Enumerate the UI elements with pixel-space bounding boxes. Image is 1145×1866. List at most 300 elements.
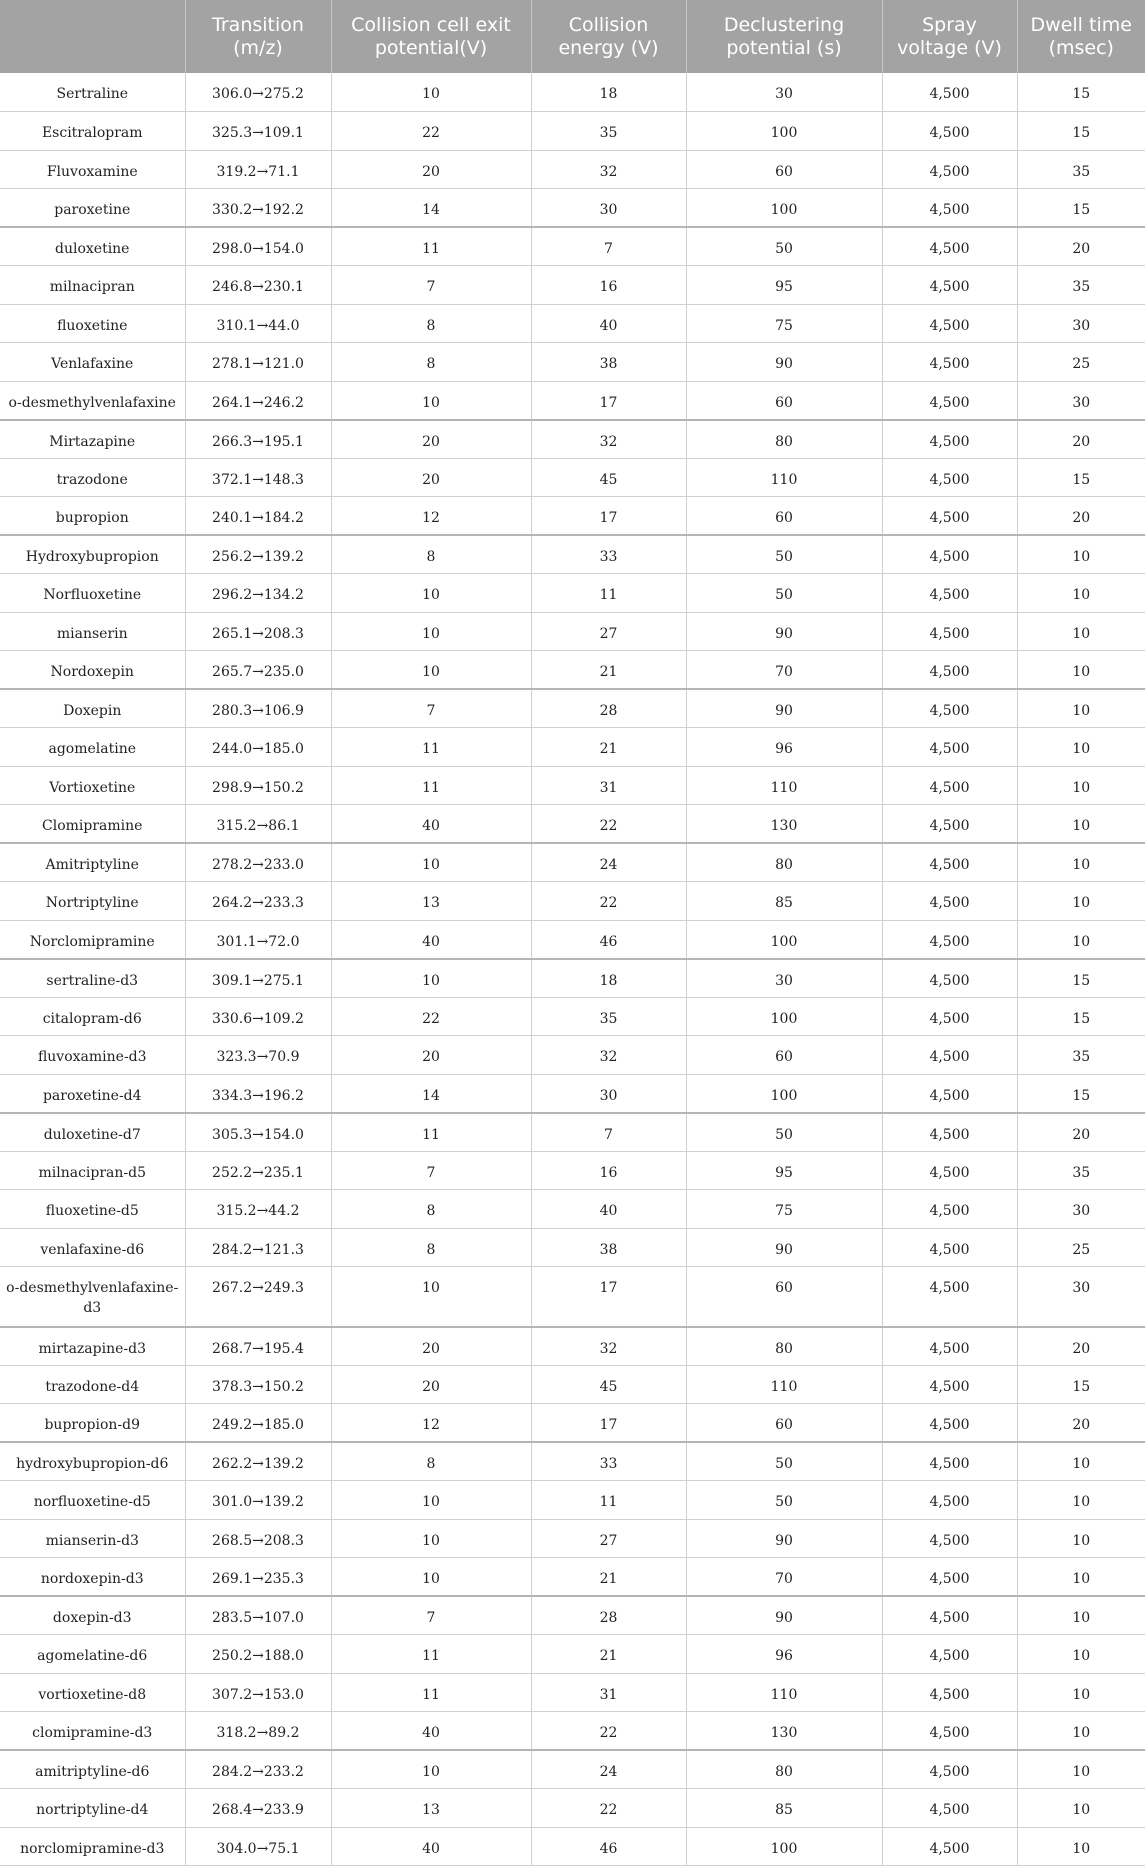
compound-cell: vortioxetine-d8: [0, 1673, 185, 1712]
dwell-time-cell: 15: [1017, 1365, 1145, 1404]
dwell-time-cell: 10: [1017, 728, 1145, 767]
compound-cell: agomelatine: [0, 728, 185, 767]
dwell-time-cell: 35: [1017, 1151, 1145, 1190]
declustering-cell: 90: [686, 612, 882, 651]
ccep-cell: 14: [331, 1074, 531, 1113]
table-row: [0, 612, 1145, 651]
ccep-cell: 40: [331, 1827, 531, 1866]
table-row: [0, 1074, 1145, 1113]
transition-cell: 378.3→150.2: [185, 1365, 331, 1404]
declustering-cell: 60: [686, 497, 882, 536]
collision-energy-cell: 27: [531, 612, 686, 651]
transition-cell: 268.7→195.4: [185, 1327, 331, 1366]
dwell-time-cell: 20: [1017, 1404, 1145, 1443]
collision-energy-cell: 17: [531, 1267, 686, 1327]
compound-cell: duloxetine-d7: [0, 1113, 185, 1152]
transition-cell: 296.2→134.2: [185, 574, 331, 613]
dwell-time-cell: 30: [1017, 304, 1145, 343]
spray-voltage-cell: 4,500: [882, 1519, 1017, 1558]
header-transition: Transition (m/z): [185, 0, 331, 73]
table-row: [0, 805, 1145, 844]
declustering-cell: 100: [686, 920, 882, 959]
header-row: [0, 0, 1145, 73]
spray-voltage-cell: 4,500: [882, 150, 1017, 189]
compound-cell: doxepin-d3: [0, 1596, 185, 1635]
transition-cell: 240.1→184.2: [185, 497, 331, 536]
spray-voltage-cell: 4,500: [882, 189, 1017, 228]
declustering-cell: 90: [686, 343, 882, 382]
dwell-time-cell: 35: [1017, 1036, 1145, 1075]
table-row: [0, 227, 1145, 266]
table-row: [0, 1596, 1145, 1635]
spray-voltage-cell: 4,500: [882, 1036, 1017, 1075]
transition-cell: 262.2→139.2: [185, 1442, 331, 1481]
table-row: [0, 343, 1145, 382]
table-row: [0, 920, 1145, 959]
declustering-cell: 30: [686, 959, 882, 998]
dwell-time-cell: 10: [1017, 1789, 1145, 1828]
declustering-cell: 70: [686, 1558, 882, 1597]
table-row: [0, 574, 1145, 613]
collision-energy-cell: 17: [531, 497, 686, 536]
table-row: [0, 882, 1145, 921]
compound-cell: duloxetine: [0, 227, 185, 266]
dwell-time-cell: 20: [1017, 497, 1145, 536]
transition-cell: 307.2→153.0: [185, 1673, 331, 1712]
ccep-cell: 13: [331, 882, 531, 921]
table-row: [0, 189, 1145, 228]
spray-voltage-cell: 4,500: [882, 728, 1017, 767]
compound-cell: Clomipramine: [0, 805, 185, 844]
declustering-cell: 30: [686, 73, 882, 112]
dwell-time-cell: 20: [1017, 227, 1145, 266]
spray-voltage-cell: 4,500: [882, 112, 1017, 151]
compound-cell: o-desmethylvenlafaxine-d3: [0, 1267, 185, 1327]
compound-cell: Venlafaxine: [0, 343, 185, 382]
transition-cell: 315.2→44.2: [185, 1190, 331, 1229]
declustering-cell: 90: [686, 1519, 882, 1558]
compound-cell: nordoxepin-d3: [0, 1558, 185, 1597]
table-row: [0, 1365, 1145, 1404]
collision-energy-cell: 32: [531, 1036, 686, 1075]
transition-cell: 284.2→233.2: [185, 1750, 331, 1789]
dwell-time-cell: 10: [1017, 689, 1145, 728]
declustering-cell: 85: [686, 1789, 882, 1828]
collision-energy-cell: 11: [531, 1481, 686, 1520]
table-row: [0, 1519, 1145, 1558]
ccep-cell: 22: [331, 112, 531, 151]
compound-cell: Nordoxepin: [0, 651, 185, 690]
dwell-time-cell: 10: [1017, 766, 1145, 805]
declustering-cell: 130: [686, 805, 882, 844]
spray-voltage-cell: 4,500: [882, 1267, 1017, 1327]
table-row: [0, 1442, 1145, 1481]
collision-energy-cell: 45: [531, 1365, 686, 1404]
dwell-time-cell: 15: [1017, 112, 1145, 151]
collision-energy-cell: 38: [531, 1228, 686, 1267]
ccep-cell: 13: [331, 1789, 531, 1828]
spray-voltage-cell: 4,500: [882, 1327, 1017, 1366]
compound-cell: Sertraline: [0, 73, 185, 112]
ccep-cell: 20: [331, 1365, 531, 1404]
table-row: [0, 1404, 1145, 1443]
spray-voltage-cell: 4,500: [882, 1481, 1017, 1520]
collision-energy-cell: 35: [531, 112, 686, 151]
collision-energy-cell: 22: [531, 882, 686, 921]
collision-energy-cell: 24: [531, 843, 686, 882]
collision-energy-cell: 33: [531, 535, 686, 574]
ccep-cell: 8: [331, 535, 531, 574]
dwell-time-cell: 10: [1017, 1481, 1145, 1520]
dwell-time-cell: 15: [1017, 959, 1145, 998]
table-row: [0, 1113, 1145, 1152]
ccep-cell: 8: [331, 343, 531, 382]
transition-cell: 268.4→233.9: [185, 1789, 331, 1828]
declustering-cell: 95: [686, 266, 882, 305]
table-row: [0, 73, 1145, 112]
dwell-time-cell: 30: [1017, 1267, 1145, 1327]
declustering-cell: 96: [686, 1635, 882, 1674]
declustering-cell: 85: [686, 882, 882, 921]
dwell-time-cell: 10: [1017, 920, 1145, 959]
dwell-time-cell: 10: [1017, 651, 1145, 690]
collision-energy-cell: 40: [531, 304, 686, 343]
declustering-cell: 90: [686, 689, 882, 728]
dwell-time-cell: 15: [1017, 1074, 1145, 1113]
collision-energy-cell: 17: [531, 1404, 686, 1443]
ccep-cell: 11: [331, 1113, 531, 1152]
declustering-cell: 100: [686, 1827, 882, 1866]
ccep-cell: 8: [331, 1190, 531, 1229]
table-row: [0, 1481, 1145, 1520]
compound-cell: norclomipramine-d3: [0, 1827, 185, 1866]
spray-voltage-cell: 4,500: [882, 920, 1017, 959]
table-row: [0, 1558, 1145, 1597]
ccep-cell: 8: [331, 304, 531, 343]
collision-energy-cell: 18: [531, 73, 686, 112]
spray-voltage-cell: 4,500: [882, 997, 1017, 1036]
table-row: [0, 304, 1145, 343]
ccep-cell: 10: [331, 843, 531, 882]
spray-voltage-cell: 4,500: [882, 420, 1017, 459]
ccep-cell: 22: [331, 997, 531, 1036]
spray-voltage-cell: 4,500: [882, 1673, 1017, 1712]
declustering-cell: 50: [686, 1442, 882, 1481]
compound-cell: mianserin: [0, 612, 185, 651]
spray-voltage-cell: 4,500: [882, 1365, 1017, 1404]
declustering-cell: 60: [686, 1036, 882, 1075]
ccep-cell: 20: [331, 458, 531, 497]
transition-cell: 334.3→196.2: [185, 1074, 331, 1113]
transition-cell: 284.2→121.3: [185, 1228, 331, 1267]
transition-cell: 264.2→233.3: [185, 882, 331, 921]
dwell-time-cell: 10: [1017, 1596, 1145, 1635]
compound-cell: trazodone: [0, 458, 185, 497]
ccep-cell: 10: [331, 73, 531, 112]
spray-voltage-cell: 4,500: [882, 651, 1017, 690]
collision-energy-cell: 27: [531, 1519, 686, 1558]
collision-energy-cell: 46: [531, 1827, 686, 1866]
ccep-cell: 8: [331, 1442, 531, 1481]
collision-energy-cell: 16: [531, 266, 686, 305]
table-row: [0, 266, 1145, 305]
declustering-cell: 50: [686, 535, 882, 574]
compound-cell: fluoxetine: [0, 304, 185, 343]
declustering-cell: 90: [686, 1596, 882, 1635]
transition-cell: 252.2→235.1: [185, 1151, 331, 1190]
table-row: [0, 112, 1145, 151]
ccep-cell: 40: [331, 805, 531, 844]
compound-cell: nortriptyline-d4: [0, 1789, 185, 1828]
declustering-cell: 70: [686, 651, 882, 690]
transition-cell: 372.1→148.3: [185, 458, 331, 497]
table-row: [0, 150, 1145, 189]
collision-energy-cell: 28: [531, 689, 686, 728]
collision-energy-cell: 22: [531, 1712, 686, 1751]
collision-energy-cell: 32: [531, 150, 686, 189]
ccep-cell: 12: [331, 1404, 531, 1443]
compound-cell: Nortriptyline: [0, 882, 185, 921]
declustering-cell: 130: [686, 1712, 882, 1751]
transition-cell: 264.1→246.2: [185, 381, 331, 420]
ccep-cell: 11: [331, 1673, 531, 1712]
transition-cell: 244.0→185.0: [185, 728, 331, 767]
table-row: [0, 1789, 1145, 1828]
compound-cell: milnacipran: [0, 266, 185, 305]
compound-cell: Fluvoxamine: [0, 150, 185, 189]
transition-cell: 315.2→86.1: [185, 805, 331, 844]
compound-cell: Vortioxetine: [0, 766, 185, 805]
dwell-time-cell: 25: [1017, 343, 1145, 382]
ccep-cell: 10: [331, 574, 531, 613]
ccep-cell: 8: [331, 1228, 531, 1267]
spray-voltage-cell: 4,500: [882, 1190, 1017, 1229]
spray-voltage-cell: 4,500: [882, 805, 1017, 844]
collision-energy-cell: 18: [531, 959, 686, 998]
declustering-cell: 110: [686, 1673, 882, 1712]
compound-cell: paroxetine-d4: [0, 1074, 185, 1113]
transition-cell: 305.3→154.0: [185, 1113, 331, 1152]
ccep-cell: 7: [331, 266, 531, 305]
transition-cell: 330.2→192.2: [185, 189, 331, 228]
transition-cell: 267.2→249.3: [185, 1267, 331, 1327]
spray-voltage-cell: 4,500: [882, 1113, 1017, 1152]
header-declustering-potential: Declustering potential (s): [686, 0, 882, 73]
dwell-time-cell: 10: [1017, 1519, 1145, 1558]
declustering-cell: 60: [686, 1404, 882, 1443]
spray-voltage-cell: 4,500: [882, 535, 1017, 574]
ccep-cell: 40: [331, 920, 531, 959]
collision-energy-cell: 21: [531, 1635, 686, 1674]
table-row: [0, 1712, 1145, 1751]
dwell-time-cell: 30: [1017, 1190, 1145, 1229]
header-compound: [0, 0, 185, 73]
ccep-cell: 10: [331, 651, 531, 690]
dwell-time-cell: 15: [1017, 189, 1145, 228]
collision-energy-cell: 32: [531, 1327, 686, 1366]
spray-voltage-cell: 4,500: [882, 766, 1017, 805]
collision-energy-cell: 38: [531, 343, 686, 382]
dwell-time-cell: 10: [1017, 612, 1145, 651]
transition-cell: 268.5→208.3: [185, 1519, 331, 1558]
dwell-time-cell: 10: [1017, 882, 1145, 921]
declustering-cell: 75: [686, 1190, 882, 1229]
compound-cell: bupropion-d9: [0, 1404, 185, 1443]
table-row: [0, 766, 1145, 805]
table-row: [0, 728, 1145, 767]
table-row: [0, 458, 1145, 497]
dwell-time-cell: 20: [1017, 1113, 1145, 1152]
collision-energy-cell: 40: [531, 1190, 686, 1229]
collision-energy-cell: 21: [531, 728, 686, 767]
ccep-cell: 10: [331, 1267, 531, 1327]
compound-cell: Escitralopram: [0, 112, 185, 151]
collision-energy-cell: 30: [531, 189, 686, 228]
ccep-cell: 20: [331, 150, 531, 189]
compound-cell: venlafaxine-d6: [0, 1228, 185, 1267]
table-row: [0, 420, 1145, 459]
ccep-cell: 20: [331, 1036, 531, 1075]
collision-energy-cell: 17: [531, 381, 686, 420]
ccep-cell: 10: [331, 1558, 531, 1597]
transition-cell: 323.3→70.9: [185, 1036, 331, 1075]
compound-cell: fluoxetine-d5: [0, 1190, 185, 1229]
compound-cell: hydroxybupropion-d6: [0, 1442, 185, 1481]
transition-cell: 249.2→185.0: [185, 1404, 331, 1443]
dwell-time-cell: 35: [1017, 266, 1145, 305]
table-row: [0, 1190, 1145, 1229]
spray-voltage-cell: 4,500: [882, 574, 1017, 613]
dwell-time-cell: 10: [1017, 1827, 1145, 1866]
transition-cell: 310.1→44.0: [185, 304, 331, 343]
table-row: [0, 959, 1145, 998]
table-row: [0, 535, 1145, 574]
header-dwell-time: Dwell time (msec): [1017, 0, 1145, 73]
spray-voltage-cell: 4,500: [882, 1074, 1017, 1113]
dwell-time-cell: 10: [1017, 535, 1145, 574]
spray-voltage-cell: 4,500: [882, 882, 1017, 921]
dwell-time-cell: 10: [1017, 1558, 1145, 1597]
header-collision-energy: Collision energy (V): [531, 0, 686, 73]
ccep-cell: 7: [331, 689, 531, 728]
compound-cell: trazodone-d4: [0, 1365, 185, 1404]
transition-cell: 256.2→139.2: [185, 535, 331, 574]
dwell-time-cell: 30: [1017, 381, 1145, 420]
collision-energy-cell: 21: [531, 1558, 686, 1597]
ccep-cell: 11: [331, 227, 531, 266]
spray-voltage-cell: 4,500: [882, 458, 1017, 497]
table-row: [0, 1151, 1145, 1190]
spray-voltage-cell: 4,500: [882, 304, 1017, 343]
collision-energy-cell: 24: [531, 1750, 686, 1789]
ccep-cell: 10: [331, 1519, 531, 1558]
spray-voltage-cell: 4,500: [882, 381, 1017, 420]
dwell-time-cell: 10: [1017, 1673, 1145, 1712]
declustering-cell: 100: [686, 1074, 882, 1113]
table-row: [0, 689, 1145, 728]
spray-voltage-cell: 4,500: [882, 612, 1017, 651]
spray-voltage-cell: 4,500: [882, 1151, 1017, 1190]
collision-energy-cell: 22: [531, 1789, 686, 1828]
collision-energy-cell: 28: [531, 1596, 686, 1635]
declustering-cell: 60: [686, 1267, 882, 1327]
collision-energy-cell: 31: [531, 1673, 686, 1712]
spray-voltage-cell: 4,500: [882, 1789, 1017, 1828]
transition-cell: 301.1→72.0: [185, 920, 331, 959]
table-row: [0, 1673, 1145, 1712]
collision-energy-cell: 7: [531, 227, 686, 266]
spray-voltage-cell: 4,500: [882, 1228, 1017, 1267]
table-row: [0, 1267, 1145, 1327]
dwell-time-cell: 25: [1017, 1228, 1145, 1267]
transition-cell: 298.9→150.2: [185, 766, 331, 805]
dwell-time-cell: 10: [1017, 843, 1145, 882]
spray-voltage-cell: 4,500: [882, 1635, 1017, 1674]
collision-energy-cell: 35: [531, 997, 686, 1036]
compound-cell: Norclomipramine: [0, 920, 185, 959]
ccep-cell: 7: [331, 1151, 531, 1190]
collision-energy-cell: 46: [531, 920, 686, 959]
compound-cell: norfluoxetine-d5: [0, 1481, 185, 1520]
spray-voltage-cell: 4,500: [882, 1404, 1017, 1443]
declustering-cell: 60: [686, 381, 882, 420]
collision-energy-cell: 16: [531, 1151, 686, 1190]
dwell-time-cell: 10: [1017, 1712, 1145, 1751]
transition-cell: 280.3→106.9: [185, 689, 331, 728]
collision-energy-cell: 31: [531, 766, 686, 805]
ccep-cell: 40: [331, 1712, 531, 1751]
collision-energy-cell: 45: [531, 458, 686, 497]
compound-cell: Hydroxybupropion: [0, 535, 185, 574]
dwell-time-cell: 15: [1017, 458, 1145, 497]
ccep-cell: 10: [331, 381, 531, 420]
declustering-cell: 75: [686, 304, 882, 343]
declustering-cell: 50: [686, 574, 882, 613]
header-collision-cell-exit-potential: Collision cell exit potential(V): [331, 0, 531, 73]
header-spray-voltage: Spray voltage (V): [882, 0, 1017, 73]
declustering-cell: 100: [686, 189, 882, 228]
declustering-cell: 50: [686, 227, 882, 266]
table-row: [0, 843, 1145, 882]
dwell-time-cell: 15: [1017, 73, 1145, 112]
declustering-cell: 100: [686, 112, 882, 151]
table-row: [0, 1228, 1145, 1267]
compound-cell: agomelatine-d6: [0, 1635, 185, 1674]
table-row: [0, 1635, 1145, 1674]
dwell-time-cell: 35: [1017, 150, 1145, 189]
ccep-cell: 11: [331, 1635, 531, 1674]
declustering-cell: 50: [686, 1481, 882, 1520]
ccep-cell: 10: [331, 1750, 531, 1789]
declustering-cell: 80: [686, 843, 882, 882]
ccep-cell: 7: [331, 1596, 531, 1635]
declustering-cell: 110: [686, 1365, 882, 1404]
ccep-cell: 12: [331, 497, 531, 536]
spray-voltage-cell: 4,500: [882, 343, 1017, 382]
transition-cell: 306.0→275.2: [185, 73, 331, 112]
table-body: [0, 73, 1145, 1866]
transition-cell: 318.2→89.2: [185, 1712, 331, 1751]
spray-voltage-cell: 4,500: [882, 1442, 1017, 1481]
transition-cell: 304.0→75.1: [185, 1827, 331, 1866]
ccep-cell: 10: [331, 1481, 531, 1520]
ccep-cell: 11: [331, 728, 531, 767]
ccep-cell: 10: [331, 959, 531, 998]
spray-voltage-cell: 4,500: [882, 843, 1017, 882]
spray-voltage-cell: 4,500: [882, 227, 1017, 266]
transition-cell: 325.3→109.1: [185, 112, 331, 151]
transition-cell: 278.1→121.0: [185, 343, 331, 382]
